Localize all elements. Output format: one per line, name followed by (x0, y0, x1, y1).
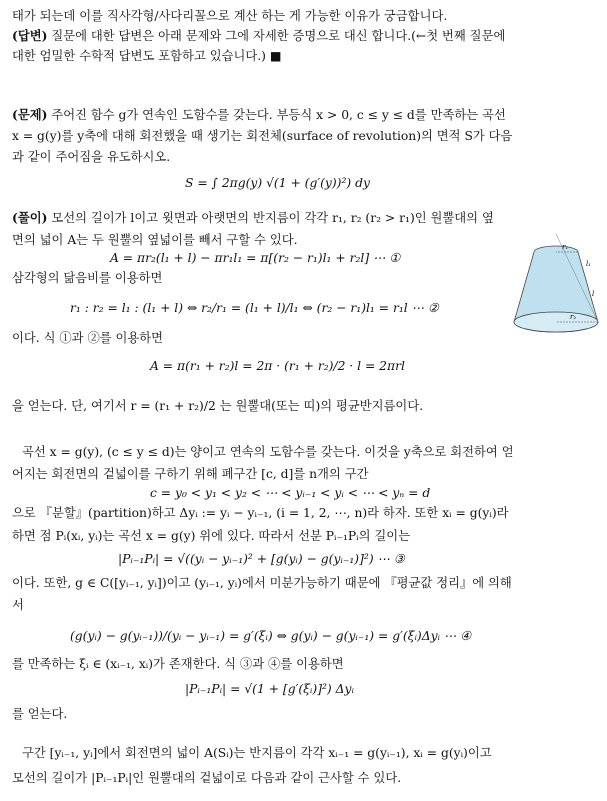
problem-label: (문제) (12, 107, 48, 122)
answer-line: (답변) 질문에 대한 답변은 아래 문제와 그에 자세한 증명으로 대신 합니다.(←첫 번째 질문에 (12, 28, 506, 43)
text-line: 대한 엄밀한 수학적 답변도 포함하고 있습니다.) ■ (12, 49, 282, 63)
text-line: 하면 점 Pᵢ(xᵢ, yᵢ)는 곡선 x = g(y) 위에 있다. 따라서 선분 Pᵢ₋₁Pᵢ의 길이는 (12, 529, 411, 543)
text-line: 어지는 회전면의 겉넓이를 구하기 위해 폐구간 [c, d]를 n개의 구간 (12, 467, 369, 481)
text-line: 을 얻는다. 단, 여기서 r = (r₁ + r₂)/2 는 원뿔대(또는 띠)의 평균반지름이다. (12, 399, 424, 413)
label-r1: r₁ (562, 243, 569, 251)
problem-line: (문제) 주어진 함수 g가 연속인 도함수를 갖는다. 부등식 x > 0, c ≤ y ≤ d를 만족하는 곡선 (12, 107, 506, 122)
equation-area: A = π(r₁ + r₂)l = 2π · (r₁ + r₂)/2 · l = 2πrl (150, 359, 405, 373)
text-line: 이다. 식 ①과 ②를 이용하면 (12, 331, 164, 345)
frustum-figure (508, 230, 604, 342)
answer-label: (답변) (12, 28, 48, 43)
text-line: 서 (12, 598, 24, 612)
text-line: 를 얻는다. (12, 707, 68, 721)
text-line: 과 같이 주어짐을 유도하시오. (12, 150, 171, 164)
solution-line: (풀이) 모선의 길이가 l이고 윗면과 아랫면의 반지름이 각각 r₁, r₂ (r₂ > r₁)인 원뿔대의 옆 (12, 210, 494, 225)
text-line: 삼각형의 닮음비를 이용하면 (12, 271, 163, 285)
text-line: 곡선 x = g(y), (c ≤ y ≤ d)는 양이고 연속의 도함수를 갖는다. 이것을 y축으로 회전하여 얻 (22, 445, 514, 459)
equation-3: |Pᵢ₋₁Pᵢ| = √((yᵢ − yᵢ₋₁)² + [g(yᵢ) − g(yᵢ₋₁)]²) ⋯ ③ (118, 552, 405, 566)
text-line: 으로 『분할』(partition)하고 Δyᵢ := yᵢ − yᵢ₋₁, (i = 1, 2, ⋯, n)라 하자. 또한 xᵢ = g(yᵢ)라 (12, 506, 509, 520)
equation-1: A = πr₂(l₁ + l) − πr₁l₁ = π[(r₂ − r₁)l₁ + r₂l] ⋯ ① (110, 251, 401, 265)
label-l1: l₁ (586, 260, 592, 268)
equation-4: (g(yᵢ) − g(yᵢ₋₁))/(yᵢ − yᵢ₋₁) = g′(ξᵢ) ⇔ g(yᵢ) − g(yᵢ₋₁) = g′(ξᵢ)Δyᵢ ⋯ ④ (70, 629, 472, 643)
equation-partition: c = y₀ < y₁ < y₂ < ⋯ < yᵢ₋₁ < yᵢ < ⋯ < yₙ = d (150, 486, 431, 500)
text-line: 를 만족하는 ξᵢ ∈ (xᵢ₋₁, xᵢ)가 존재한다. 식 ③과 ④를 이용하면 (12, 657, 344, 671)
label-l: l (592, 290, 595, 298)
text-line: 태가 되는데 이를 직사각형/사다리꼴으로 계산 하는 게 가능한 이유가 궁금합니다. (12, 9, 448, 23)
solution-label: (풀이) (12, 210, 48, 225)
label-r2: r₂ (570, 313, 577, 321)
equation-2: r₁ : r₂ = l₁ : (l₁ + l) ⇔ r₂/r₁ = (l₁ + l)/l₁ ⇔ (r₂ − r₁)l₁ = r₁l ⋯ ② (70, 301, 439, 315)
text-line: 면의 넓이 A는 두 원뿔의 옆넓이를 빼서 구할 수 있다. (12, 233, 298, 247)
text-line: 이다. 또한, g ∈ C([yᵢ₋₁, yᵢ])이고 (yᵢ₋₁, yᵢ)에서 미분가능하기 때문에 『평균값 정리』에 의해 (12, 576, 512, 590)
text-line: 구간 [yᵢ₋₁, yᵢ]에서 회전면의 넓이 A(Sᵢ)는 반지름이 각각 xᵢ₋₁ = g(yᵢ₋₁), xᵢ = g(yᵢ)이고 (22, 746, 492, 760)
text-line: x = g(y)를 y축에 대해 회전했을 때 생기는 회전체(surface of revolution)의 면적 S가 다음 (12, 129, 513, 143)
text-line: 모선의 길이가 |Pᵢ₋₁Pᵢ|인 원뿔대의 겉넓이로 다음과 같이 근사할 수 있다. (12, 771, 402, 785)
equation-surface-area: S = ∫ 2πg(y) √(1 + (g′(y))²) dy (185, 176, 370, 190)
equation-5: |Pᵢ₋₁Pᵢ| = √(1 + [g′(ξᵢ)]²) Δyᵢ (185, 682, 354, 696)
